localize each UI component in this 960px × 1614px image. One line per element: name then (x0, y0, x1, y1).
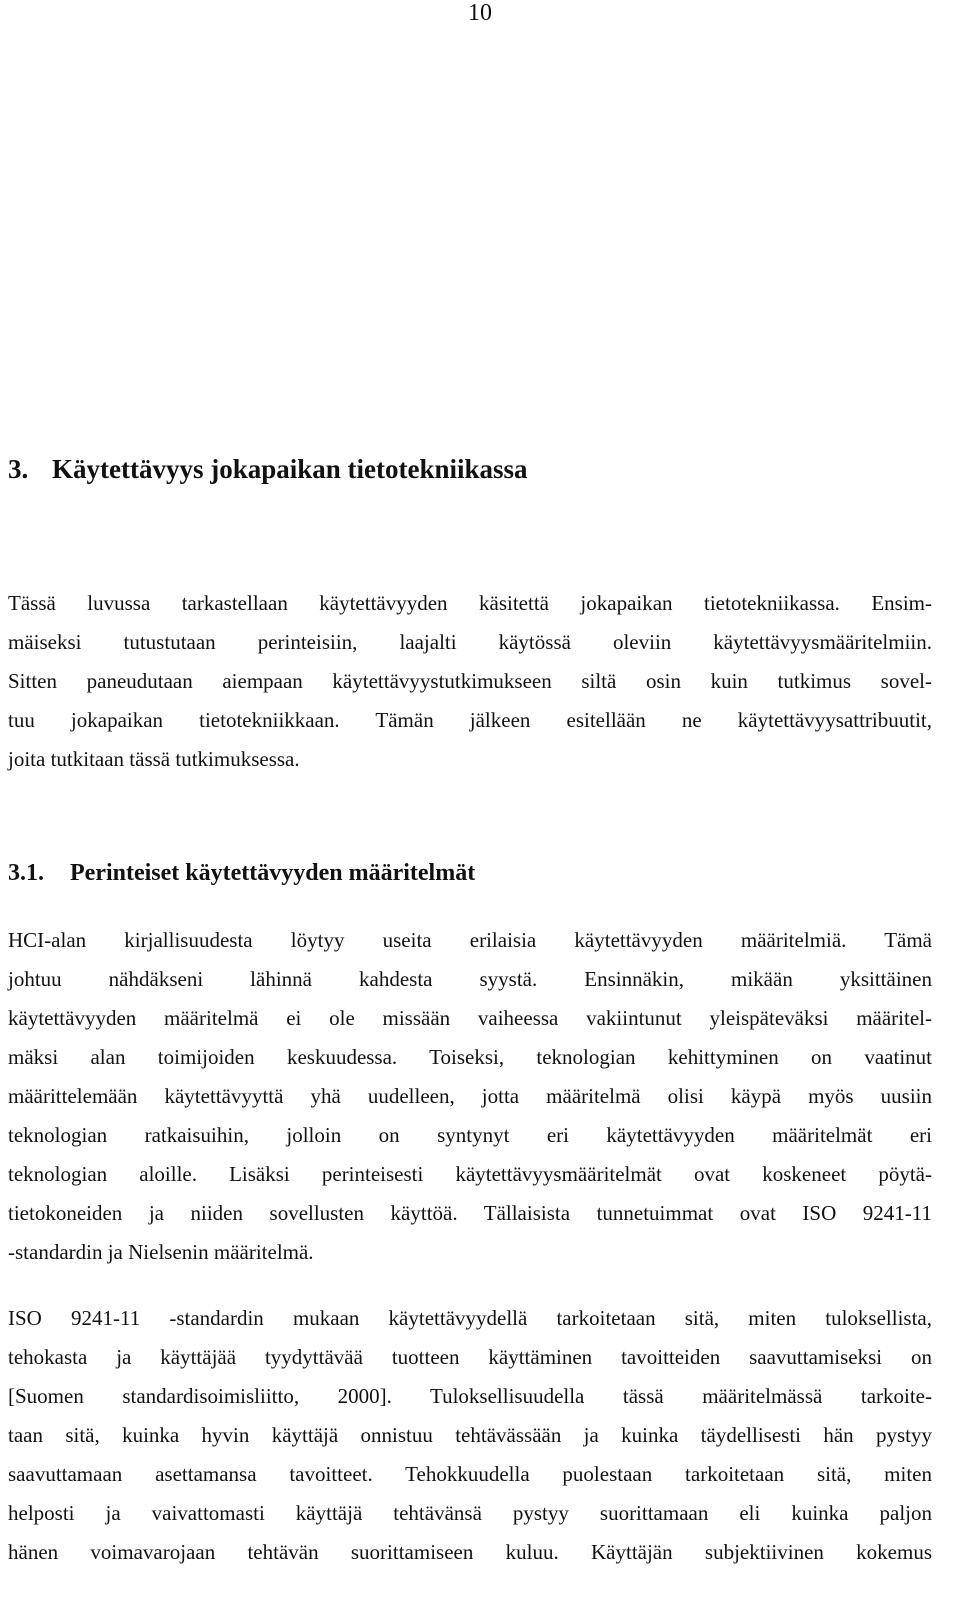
text-line: mäiseksi tutustutaan perinteisiin, laajalti käytössä oleviin käytettävyysmääritelmiin. (8, 630, 932, 654)
text-line: määrittelemään käytettävyyttä yhä uudelleen, jotta määritelmä olisi käypä myös uusiin (8, 1084, 932, 1108)
text-line: helposti ja vaivattomasti käyttäjä tehtävänsä pystyy suorittamaan eli kuinka paljon (8, 1501, 932, 1525)
chapter-heading (8, 452, 528, 486)
page-number: 10 (468, 0, 492, 26)
section-paragraph-2 (8, 1299, 932, 1572)
text-line: taan sitä, kuinka hyvin käyttäjä onnistuu tehtävässään ja kuinka täydellisesti hän pystyy (8, 1423, 932, 1447)
chapter-number: 3. (8, 454, 29, 484)
text-line: käytettävyyden määritelmä ei ole missään vaiheessa vakiintunut yleispäteväksi määritel- (8, 1006, 932, 1030)
chapter-intro-paragraph (8, 584, 932, 779)
text-line: saavuttamaan asettamansa tavoitteet. Tehokkuudella puolestaan tarkoitetaan sitä, miten (8, 1462, 932, 1486)
section-title: Perinteiset käytettävyyden määritelmät (70, 860, 476, 886)
text-line: joita tutkitaan tässä tutkimuksessa. (8, 747, 300, 771)
text-line: HCI-alan kirjallisuudesta löytyy useita erilaisia käytettävyyden määritelmiä. Tämä (8, 928, 932, 952)
text-line: mäksi alan toimijoiden keskuudessa. Toiseksi, teknologian kehittyminen on vaatinut (8, 1045, 932, 1069)
text-line: tuu jokapaikan tietotekniikkaan. Tämän jälkeen esitellään ne käytettävyysattribuutit, (8, 708, 932, 732)
text-line: Sitten paneudutaan aiempaan käytettävyystutkimukseen siltä osin kuin tutkimus sovel- (8, 669, 932, 693)
text-line: johtuu nähdäkseni lähinnä kahdesta syystä. Ensinnäkin, mikään yksittäinen (8, 967, 932, 991)
section-paragraph-1 (8, 921, 932, 1272)
section-heading (8, 858, 475, 888)
text-line: -standardin ja Nielsenin määritelmä. (8, 1240, 314, 1264)
chapter-title: Käytettävyys jokapaikan tietotekniikassa (52, 454, 528, 484)
text-line: Tässä luvussa tarkastellaan käytettävyyden käsitettä jokapaikan tietotekniikassa. Ensim- (8, 591, 932, 615)
text-line: [Suomen standardisoimisliitto, 2000]. Tuloksellisuudella tässä määritelmässä tarkoite- (8, 1384, 932, 1408)
text-line: ISO 9241-11 -standardin mukaan käytettävyydellä tarkoitetaan sitä, miten tuloksellista, (8, 1306, 932, 1330)
section-number: 3.1. (8, 860, 44, 886)
text-line: tietokoneiden ja niiden sovellusten käyttöä. Tällaisista tunnetuimmat ovat ISO 9241-11 (8, 1201, 932, 1225)
text-line: tehokasta ja käyttäjää tyydyttävää tuotteen käyttäminen tavoitteiden saavuttamiseksi on (8, 1345, 932, 1369)
text-line: hänen voimavarojaan tehtävän suorittamiseen kuluu. Käyttäjän subjektiivinen kokemus (8, 1540, 932, 1564)
text-line: teknologian aloille. Lisäksi perinteisesti käytettävyysmääritelmät ovat koskeneet pöytä- (8, 1162, 932, 1186)
text-line: teknologian ratkaisuihin, jolloin on syntynyt eri käytettävyyden määritelmät eri (8, 1123, 932, 1147)
